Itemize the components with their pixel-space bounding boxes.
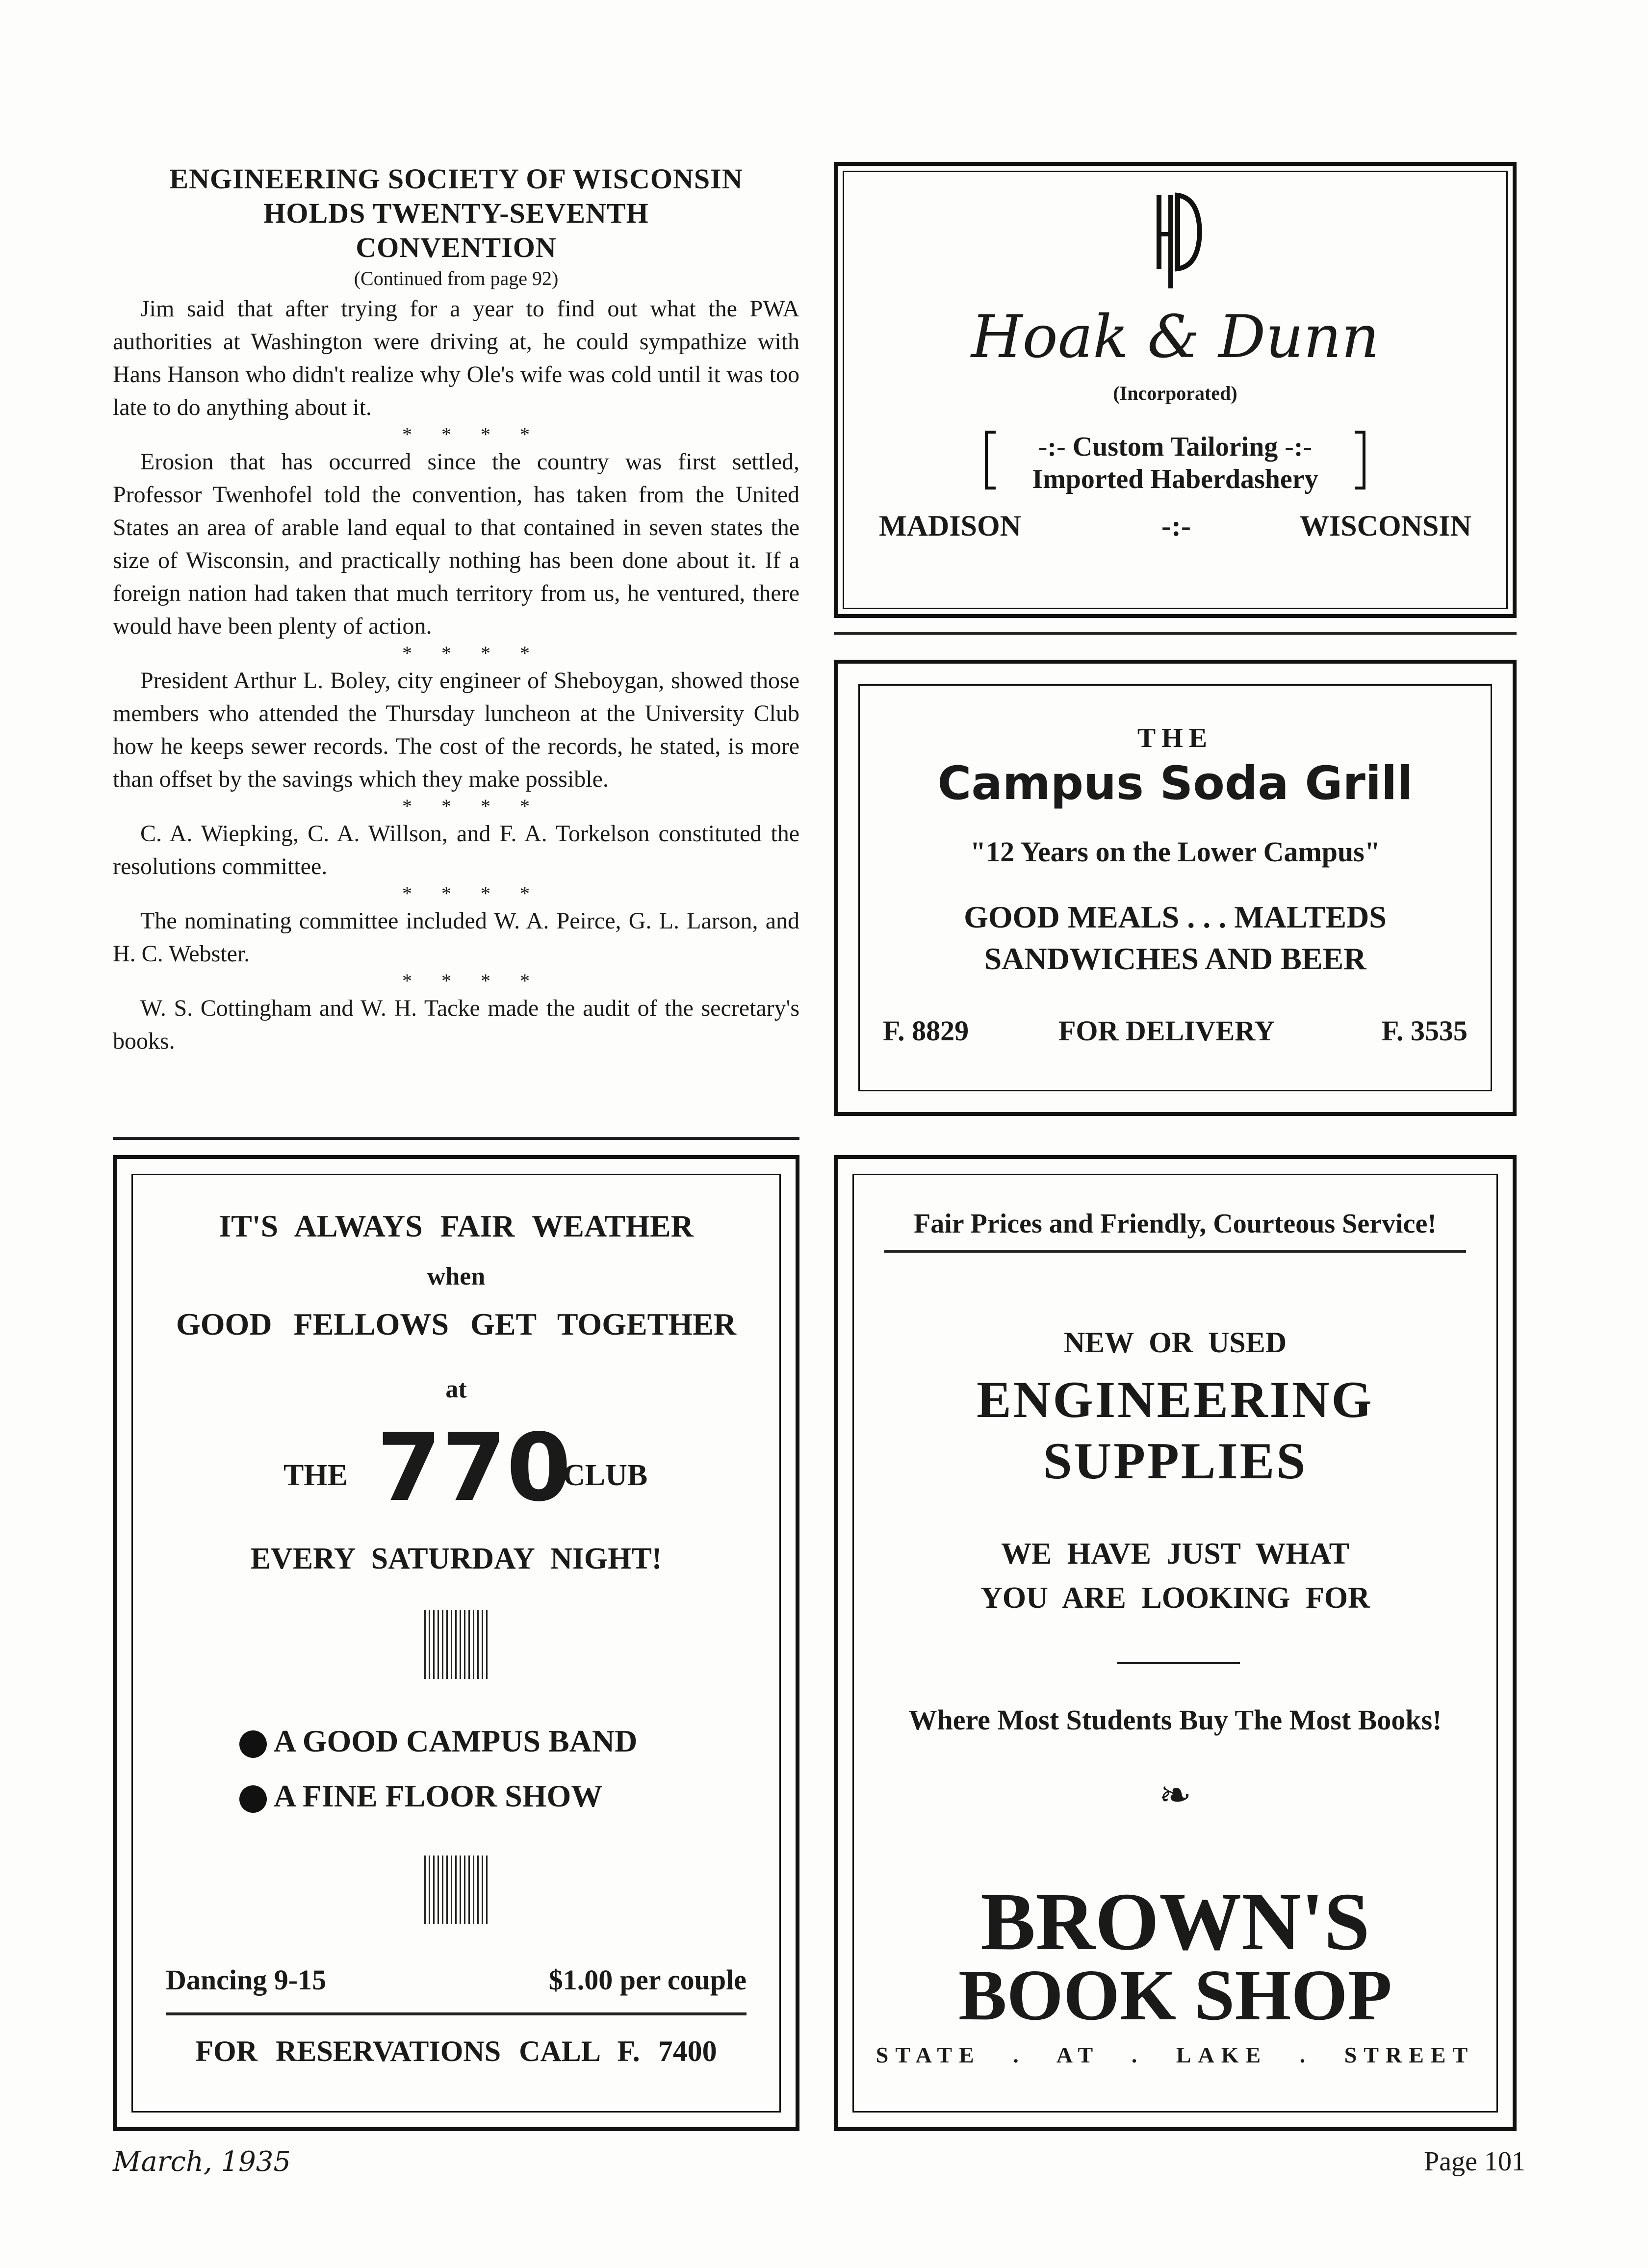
club-line-1: IT'S ALWAYS FAIR WEATHER bbox=[219, 1209, 694, 1243]
brown-supplies: SUPPLIES bbox=[1043, 1432, 1308, 1490]
club-feature-2: A FINE FLOOR SHOW bbox=[239, 1778, 602, 1814]
brown-engineering: ENGINEERING bbox=[977, 1371, 1374, 1428]
soda-grill-name: Campus Soda Grill bbox=[937, 757, 1413, 810]
article-heading-line-3: CONVENTION bbox=[356, 232, 557, 263]
article-paragraph: President Arthur L. Boley, city engineer of Sheboygan, showed those members who attended the Thursday luncheon at the University Club how he keeps sewer records. The cost of the records, he stated, is more than offset by the savings which they make possible. bbox=[113, 668, 799, 792]
hd-monogram-icon bbox=[1126, 185, 1224, 298]
brown-new-or-used: NEW OR USED bbox=[1063, 1326, 1287, 1359]
soda-phone-1: F. 8829 bbox=[883, 1015, 969, 1047]
brown-name-1: BROWN'S bbox=[980, 1876, 1370, 1967]
ad-divider bbox=[834, 632, 1517, 635]
hoak-city: MADISON bbox=[879, 510, 1022, 542]
soda-delivery: FOR DELIVERY bbox=[1058, 1015, 1275, 1047]
hoak-dunn-ad bbox=[834, 162, 1517, 618]
article-heading-line-2: HOLDS TWENTY-SEVENTH bbox=[263, 197, 649, 229]
soda-line-1: GOOD MEALS . . . MALTEDS bbox=[964, 900, 1387, 934]
article bbox=[113, 162, 799, 1057]
campus-soda-grill-ad bbox=[834, 660, 1517, 1116]
section-separator: * * * * bbox=[402, 882, 530, 904]
article-divider bbox=[113, 1137, 799, 1140]
club-label: CLUB bbox=[563, 1459, 648, 1492]
soda-line-2: SANDWICHES AND BEER bbox=[984, 941, 1366, 976]
club-feature-1: A GOOD CAMPUS BAND bbox=[239, 1723, 637, 1759]
hoak-state: WISCONSIN bbox=[1299, 510, 1471, 542]
brown-address: STATE . AT . LAKE . STREET bbox=[876, 2042, 1475, 2067]
hd-monogram-logo bbox=[838, 185, 1513, 298]
brown-fair-prices: Fair Prices and Friendly, Courteous Service! bbox=[914, 1209, 1437, 1239]
imported-haberdashery: Imported Haberdashery bbox=[1032, 464, 1318, 494]
soda-phone-2: F. 3535 bbox=[1381, 1015, 1468, 1047]
article-paragraph: Jim said that after trying for a year to find out what the PWA authorities at Washington were driving at, he could sympathize with Hans Hanson who didn't realize why Ole's wife was cold until it was too late to do anything about it. bbox=[113, 296, 799, 420]
decorative-bars-bottom bbox=[424, 1856, 488, 1924]
club-at: at bbox=[445, 1375, 467, 1403]
continued-note: (Continued from page 92) bbox=[354, 267, 559, 289]
brown-where: Where Most Students Buy The Most Books! bbox=[908, 1704, 1442, 1736]
issue-date: March, 1935 bbox=[113, 2146, 291, 2178]
article-heading-line-1: ENGINEERING SOCIETY OF WISCONSIN bbox=[169, 163, 743, 195]
section-separator: * * * * bbox=[402, 423, 530, 445]
soda-tagline: "12 Years on the Lower Campus" bbox=[970, 836, 1381, 868]
club-price: $1.00 per couple bbox=[548, 1964, 747, 1996]
incorporated-label: (Incorporated) bbox=[1113, 382, 1237, 404]
club-when: when bbox=[427, 1263, 486, 1290]
club-night: EVERY SATURDAY NIGHT! bbox=[250, 1542, 662, 1575]
brown-just-1: WE HAVE JUST WHAT bbox=[1001, 1537, 1350, 1571]
club-number: 770 bbox=[377, 1414, 571, 1522]
brown-just-2: YOU ARE LOOKING FOR bbox=[980, 1581, 1370, 1615]
brown-short-rule bbox=[1117, 1662, 1240, 1664]
section-separator: * * * * bbox=[402, 642, 530, 664]
bullet-icon bbox=[239, 1785, 267, 1813]
article-paragraph: Erosion that has occurred since the country was first settled, Professor Twenhofel told the convention, has taken from the United States an area of arable land equal to that contained in seven states the size of Wisconsin, and practically nothing has been done about it. If a foreign nation had taken that much territory from us, he ventured, there would have been plenty of action. bbox=[113, 449, 799, 639]
article-paragraph: C. A. Wiepking, C. A. Willson, and F. A. Torkelson constituted the resolutions committee. bbox=[113, 821, 799, 879]
custom-tailoring: -:- Custom Tailoring -:- bbox=[1038, 432, 1313, 462]
page-number: Page 101 bbox=[1424, 2146, 1525, 2177]
section-separator: * * * * bbox=[402, 970, 530, 992]
soda-the: THE bbox=[1137, 723, 1213, 753]
club-rule bbox=[166, 2012, 747, 2015]
club-reservations: FOR RESERVATIONS CALL F. 7400 bbox=[195, 2035, 717, 2067]
browns-book-shop-ad bbox=[834, 1155, 1517, 2131]
decorative-bars-top bbox=[424, 1610, 488, 1679]
article-paragraph: The nominating committee included W. A. Peirce, G. L. Larson, and H. C. Webster. bbox=[113, 908, 799, 967]
club-line-2: GOOD FELLOWS GET TOGETHER bbox=[176, 1307, 737, 1341]
club-770-ad bbox=[113, 1155, 799, 2131]
article-paragraph: W. S. Cottingham and W. H. Tacke made the audit of the secretary's books. bbox=[113, 995, 799, 1054]
bullet-icon bbox=[239, 1730, 267, 1758]
hoak-separator: -:- bbox=[1161, 510, 1191, 542]
brown-name-2: BOOK SHOP bbox=[958, 1955, 1392, 2036]
ornament-icon: ❧ bbox=[1159, 1774, 1192, 1817]
club-dancing: Dancing 9-15 bbox=[166, 1964, 327, 1996]
club-the: THE bbox=[283, 1459, 348, 1492]
brown-top-rule bbox=[884, 1250, 1466, 1253]
hoak-dunn-name: Hoak & Dunn bbox=[971, 303, 1380, 371]
section-separator: * * * * bbox=[402, 795, 530, 817]
